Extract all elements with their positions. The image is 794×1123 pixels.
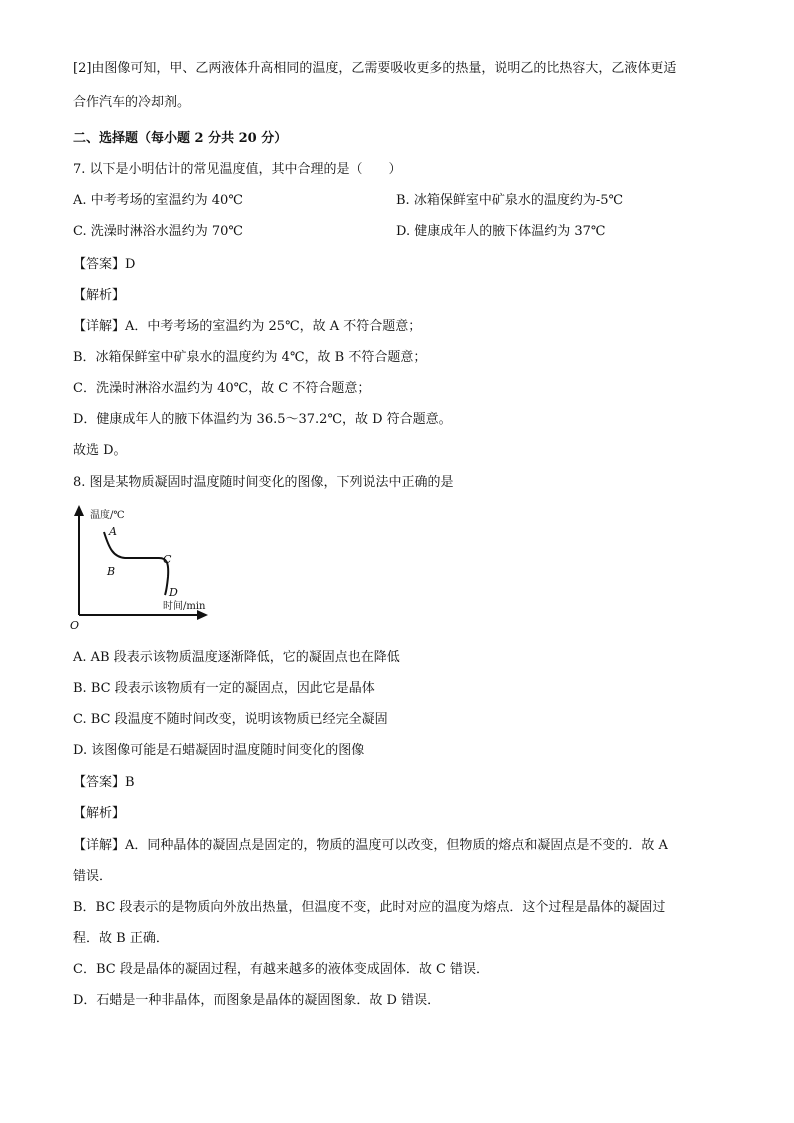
q7-detail-line: 故选 D。: [73, 443, 127, 458]
point-d-label: D: [169, 586, 178, 599]
q8-detail-line: B．BC 段表示的是物质向外放出热量，但温度不变，此时对应的温度为熔点．这个过程是晶体的凝固过: [73, 900, 666, 915]
cooling-curve: [104, 532, 168, 595]
q8-detail-line: 程．故 B 正确．: [73, 931, 169, 946]
q7-detail-line: 【详解】A．中考考场的室温约为 25℃，故 A 不符合题意；: [73, 319, 422, 334]
point-c-label: C: [163, 553, 172, 566]
point-b-label: B: [107, 565, 116, 578]
point-a-label: A: [109, 525, 117, 538]
q7-option-d: D. 健康成年人的腋下体温约为 37℃: [396, 224, 606, 239]
answer-value: B: [125, 775, 135, 790]
q8-option-a: A. AB 段表示该物质温度逐渐降低，它的凝固点也在降低: [73, 650, 400, 665]
y-axis-arrow: [74, 505, 84, 516]
q8-detail-line: 错误．: [73, 869, 113, 884]
q8-option-b: B. BC 段表示该物质有一定的凝固点，因此它是晶体: [73, 681, 375, 696]
q7-option-c: C. 洗澡时淋浴水温约为 70℃: [73, 224, 243, 239]
prev-answer-line-1: [2]由图像可知，甲、乙两液体升高相同的温度，乙需要吸收更多的热量，说明乙的比热容大，乙液体更适: [73, 61, 677, 76]
q7-option-a: A. 中考考场的室温约为 40℃: [73, 193, 243, 208]
x-axis-label: 时间/min: [163, 601, 206, 612]
q8-detail-line: 【详解】A．同种晶体的凝固点是固定的，物质的温度可以改变，但物质的熔点和凝固点是不变的．故 A: [73, 838, 668, 853]
y-axis-label: 温度/℃: [90, 510, 125, 521]
q7-option-b: B. 冰箱保鲜室中矿泉水的温度约为-5℃: [396, 193, 624, 208]
q8-detail-line: C．BC 段是晶体的凝固过程，有越来越多的液体变成固体．故 C 错误．: [73, 962, 490, 977]
prev-answer-line-2: 合作汽车的冷却剂。: [73, 95, 191, 110]
q8-answer: [73, 774, 135, 792]
cooling-curve-graph: [71, 503, 231, 633]
answer-label: 【答案】: [73, 257, 126, 272]
origin-label: O: [70, 619, 80, 632]
section-title: 二、选择题（每小题 2 分共 20 分）: [73, 131, 288, 146]
q8-option-d: D. 该图像可能是石蜡凝固时温度随时间变化的图像: [73, 743, 365, 758]
answer-value: D: [125, 257, 136, 272]
q8-option-c: C. BC 段温度不随时间改变，说明该物质已经完全凝固: [73, 712, 388, 727]
q7-answer: [73, 256, 135, 274]
q7-analysis-label: 【解析】: [73, 288, 126, 303]
answer-label: 【答案】: [73, 775, 126, 790]
q8-analysis-label: 【解析】: [73, 806, 126, 821]
q7-detail-line: B．冰箱保鲜室中矿泉水的温度约为 4℃，故 B 不符合题意；: [73, 350, 427, 365]
q7-detail-line: D．健康成年人的腋下体温约为 36.5～37.2℃，故 D 符合题意。: [73, 412, 452, 427]
q8-detail-line: D．石蜡是一种非晶体，而图象是晶体的凝固图象．故 D 错误．: [73, 993, 441, 1008]
q7-stem: 7. 以下是小明估计的常见温度值，其中合理的是（ ）: [73, 162, 402, 177]
q7-detail-line: C．洗澡时淋浴水温约为 40℃，故 C 不符合题意；: [73, 381, 371, 396]
q8-stem: 8. 图是某物质凝固时温度随时间变化的图像，下列说法中正确的是: [73, 475, 454, 490]
